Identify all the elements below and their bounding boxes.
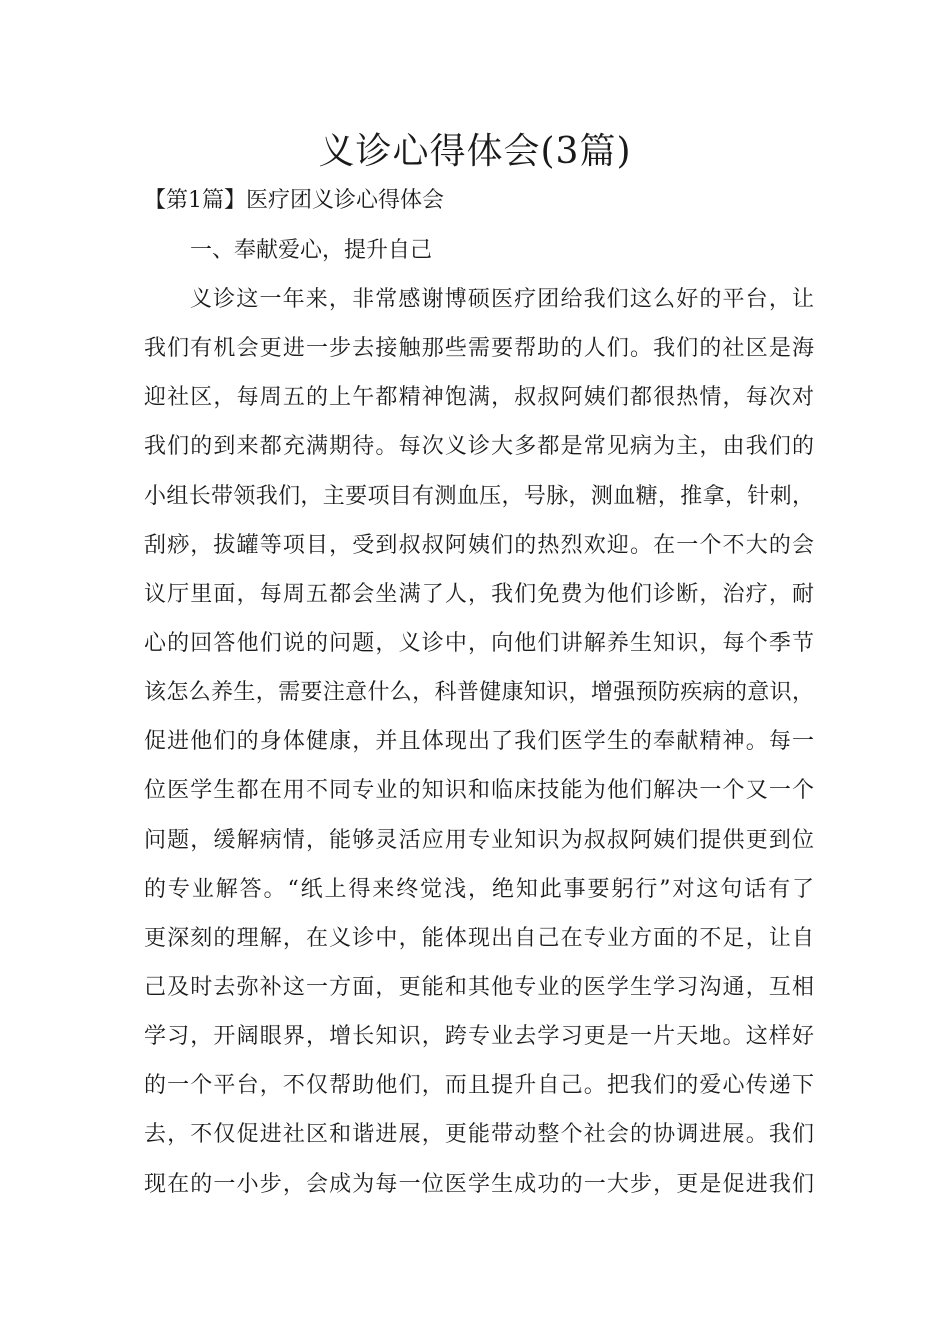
section-heading: 一、奉献爱心，提升自己: [190, 238, 433, 263]
body-line: 该怎么养生，需要注意什么，科普健康知识，增强预防疾病的意识，: [144, 680, 814, 706]
body-line: 义诊这一年来，非常感谢博硕医疗团给我们这么好的平台，让: [190, 287, 814, 312]
body-line: 刮痧，拔罐等项目，受到叔叔阿姨们的热烈欢迎。在一个不大的会: [144, 532, 814, 558]
document-title: 义诊心得体会(3篇): [318, 131, 632, 172]
body-line: 促进他们的身体健康，并且体现出了我们医学生的奉献精神。每一: [144, 729, 814, 755]
body-paragraph: [144, 283, 814, 1217]
body-line: 心的回答他们说的问题，义诊中，向他们讲解养生知识，每个季节: [144, 630, 814, 656]
body-line: 的专业解答。“纸上得来终觉浅，绝知此事要躬行”对这句话有了: [144, 876, 814, 902]
body-line: 我们有机会更进一步去接触那些需要帮助的人们。我们的社区是海: [144, 336, 814, 362]
body-line: 己及时去弥补这一方面，更能和其他专业的医学生学习沟通，互相: [144, 974, 814, 1000]
body-line: 议厅里面，每周五都会坐满了人，我们免费为他们诊断，治疗，耐: [144, 581, 814, 607]
body-line: 小组长带领我们，主要项目有测血压，号脉，测血糖，推拿，针刺，: [144, 483, 814, 509]
body-line: 更深刻的理解，在义诊中，能体现出自己在专业方面的不足，让自: [144, 925, 814, 951]
body-line: 学习，开阔眼界，增长知识，跨专业去学习更是一片天地。这样好: [144, 1024, 814, 1050]
body-line: 位医学生都在用不同专业的知识和临床技能为他们解决一个又一个: [144, 778, 814, 804]
body-line: 的一个平台，不仅帮助他们，而且提升自己。把我们的爱心传递下: [144, 1073, 814, 1099]
body-line: 问题，缓解病情，能够灵活应用专业知识为叔叔阿姨们提供更到位: [144, 827, 814, 853]
body-line: 迎社区，每周五的上午都精神饱满，叔叔阿姨们都很热情，每次对: [144, 385, 814, 411]
body-line: 我们的到来都充满期待。每次义诊大多都是常见病为主，由我们的: [144, 434, 814, 460]
article-heading: 【第1篇】医疗团义诊心得体会: [144, 188, 444, 213]
body-line: 现在的一小步，会成为每一位医学生成功的一大步，更是促进我们: [144, 1171, 814, 1197]
body-line: 去，不仅促进社区和谐进展，更能带动整个社会的协调进展。我们: [144, 1122, 814, 1148]
